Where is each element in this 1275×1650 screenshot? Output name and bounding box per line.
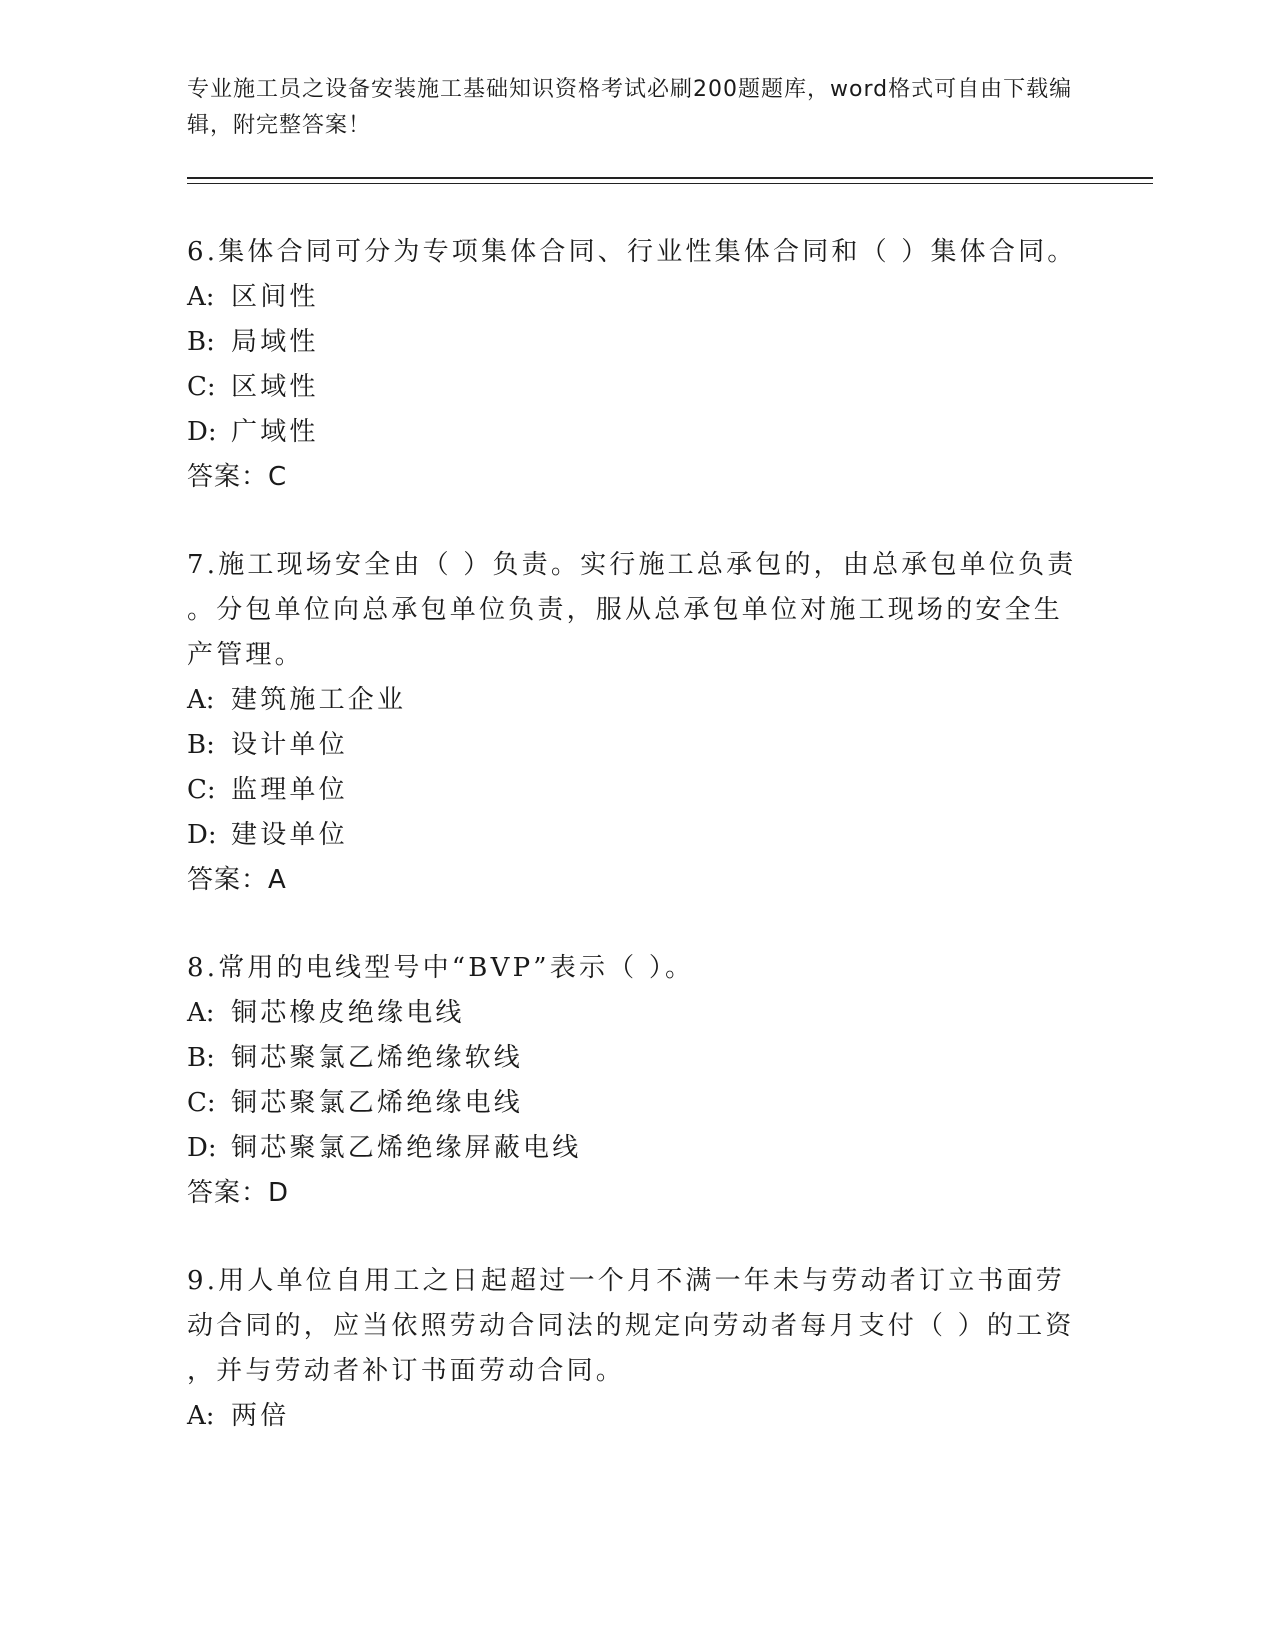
- option-letter: C:: [187, 775, 216, 805]
- answer-option: [187, 813, 1087, 858]
- option-letter: A:: [187, 685, 215, 715]
- answer-option: [187, 678, 1087, 723]
- answer-value: C: [268, 462, 287, 492]
- answer-option: [187, 320, 1087, 365]
- question-block: [187, 543, 1087, 903]
- option-text: 设计单位: [231, 730, 348, 760]
- option-text: 铜芯聚氯乙烯绝缘电线: [231, 1088, 524, 1118]
- answer-option: [187, 410, 1087, 455]
- answer-option: [187, 723, 1087, 768]
- option-letter: D:: [187, 1133, 217, 1163]
- answer-line: [187, 1171, 1087, 1216]
- question-block: [187, 946, 1087, 1216]
- header-rule-thick: [187, 177, 1153, 179]
- option-text: 建设单位: [231, 820, 348, 850]
- option-letter: B:: [187, 730, 215, 760]
- question-text-line: 7.施工现场安全由（ ）负责。实行施工总承包的，由总承包单位负责: [187, 550, 1077, 580]
- document-header: 专业施工员之设备安装施工基础知识资格考试必刷200题题库，word格式可自由下载编辑，附完整答案！: [187, 77, 1073, 138]
- option-letter: A:: [187, 282, 215, 312]
- option-letter: D:: [187, 417, 217, 447]
- option-text: 局域性: [231, 327, 319, 357]
- question-text-line: 6.集体合同可分为专项集体合同、行业性集体合同和（ ）集体合同。: [187, 237, 1077, 267]
- option-text: 铜芯聚氯乙烯绝缘屏蔽电线: [231, 1133, 582, 1163]
- option-letter: B:: [187, 327, 215, 357]
- answer-option: [187, 768, 1087, 813]
- option-letter: A:: [187, 1401, 215, 1431]
- question-list: [187, 230, 1087, 1482]
- question-text-line: 动合同的，应当依照劳动合同法的规定向劳动者每月支付（ ）的工资: [187, 1311, 1075, 1341]
- option-text: 两倍: [231, 1401, 290, 1431]
- question-text-line: ，并与劳动者补订书面劳动合同。: [187, 1356, 626, 1386]
- option-letter: C:: [187, 372, 216, 402]
- question-block: [187, 230, 1087, 500]
- answer-line: [187, 858, 1087, 903]
- answer-option: [187, 1394, 1087, 1439]
- question-block: [187, 1259, 1087, 1439]
- answer-option: [187, 275, 1087, 320]
- answer-value: A: [268, 865, 286, 895]
- answer-option: [187, 991, 1087, 1036]
- option-letter: C:: [187, 1088, 216, 1118]
- question-text-line: 9.用人单位自用工之日起超过一个月不满一年未与劳动者订立书面劳: [187, 1266, 1066, 1296]
- option-text: 铜芯橡皮绝缘电线: [231, 998, 465, 1028]
- option-letter: B:: [187, 1043, 215, 1073]
- option-text: 铜芯聚氯乙烯绝缘软线: [231, 1043, 524, 1073]
- answer-label: 答案：: [187, 865, 269, 895]
- answer-option: [187, 365, 1087, 410]
- question-text-line: 。分包单位向总承包单位负责，服从总承包单位对施工现场的安全生: [187, 595, 1064, 625]
- option-letter: A:: [187, 998, 215, 1028]
- question-text-line: 产管理。: [187, 640, 304, 670]
- answer-value: D: [268, 1178, 289, 1208]
- option-text: 区间性: [231, 282, 319, 312]
- option-text: 监理单位: [231, 775, 348, 805]
- answer-label: 答案：: [187, 462, 269, 492]
- answer-option: [187, 1126, 1087, 1171]
- option-text: 建筑施工企业: [231, 685, 407, 715]
- option-letter: D:: [187, 820, 217, 850]
- option-text: 广域性: [231, 417, 319, 447]
- answer-option: [187, 1036, 1087, 1081]
- answer-line: [187, 455, 1087, 500]
- header-rule-thin: [187, 183, 1153, 184]
- question-text-line: 8.常用的电线型号中“BVP”表示（ ）。: [187, 953, 695, 983]
- answer-option: [187, 1081, 1087, 1126]
- answer-label: 答案：: [187, 1178, 269, 1208]
- option-text: 区域性: [231, 372, 319, 402]
